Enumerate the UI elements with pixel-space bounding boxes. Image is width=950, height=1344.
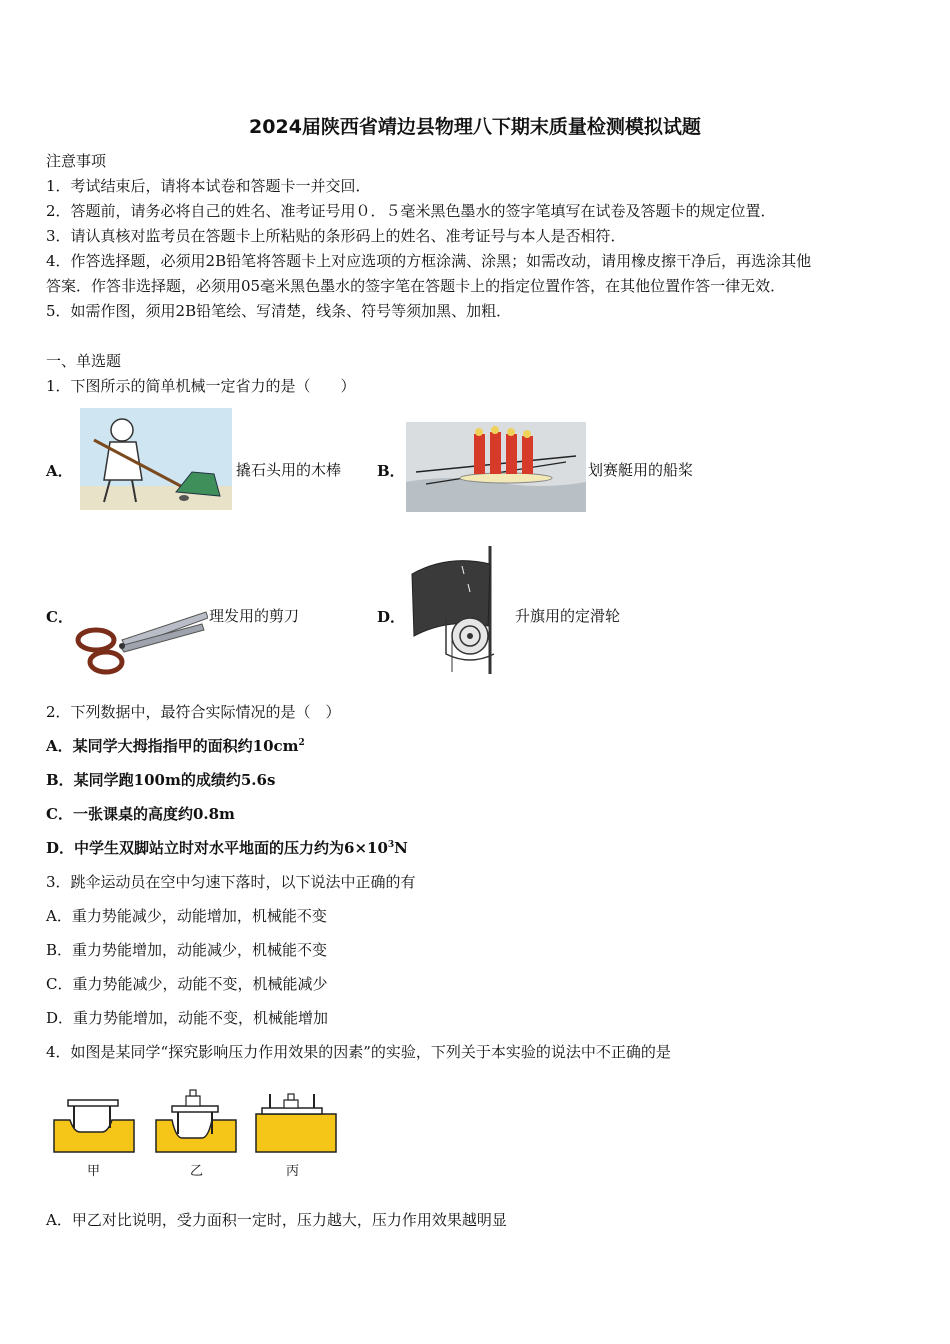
question-2-stem: 2．下列数据中，最符合实际情况的是（ ）: [46, 703, 341, 721]
setup-jia: [54, 1100, 134, 1152]
question-1-stem: 1．下图所示的简单机械一定省力的是（ ）: [46, 377, 356, 395]
q1-option-a-text: 撬石头用的木棒: [236, 461, 342, 479]
q1-option-c-letter: C．: [46, 608, 73, 626]
q1-option-a-letter: A．: [46, 462, 73, 480]
notice-item: 5．如需作图，须用2B铅笔绘、写清楚，线条、符号等须加黑、加粗．: [46, 302, 512, 320]
lever-crowbar-image: [80, 408, 232, 510]
notice-heading: 注意事项: [46, 152, 107, 170]
q3-option-c: C．重力势能减少，动能不变，机械能减少: [46, 975, 328, 993]
setup-yi: [156, 1090, 236, 1152]
q1-option-b-text: 划赛艇用的船桨: [588, 461, 694, 479]
section-heading: 一、单选题: [46, 352, 122, 370]
setup-bing: [256, 1094, 336, 1152]
notice-item: 1．考试结束后，请将本试卷和答题卡一并交回．: [46, 177, 371, 195]
notice-item: 3．请认真核对监考员在答题卡上所粘贴的条形码上的姓名、准考证号与本人是否相符．: [46, 227, 626, 245]
q1-option-b-letter: B．: [377, 462, 405, 480]
notice-item: 2．答题前，请务必将自己的姓名、准考证号用０．５毫米黑色墨水的签字笔填写在试卷及答题卡的规定位置．: [46, 202, 776, 220]
q1-option-d-text: 升旗用的定滑轮: [515, 607, 621, 625]
figure-label-bing: 丙: [286, 1164, 300, 1179]
q2-option-d: D．中学生双脚站立时对水平地面的压力约为$6\times 10^3N$: [46, 839, 408, 857]
notice-item: 答案．作答非选择题，必须用05毫米黑色墨水的签字笔在答题卡上的指定位置作答，在其他位置作答一律无效．: [46, 277, 786, 295]
rowing-oar-image: [406, 422, 586, 512]
notice-item: 4．作答选择题，必须用2B铅笔将答题卡上对应选项的方框涂满、涂黑；如需改动，请用橡皮擦干净后，再选涂其他: [46, 252, 812, 270]
fixed-pulley-flag-image: [408, 544, 500, 674]
q1-option-c-text: 理发用的剪刀: [209, 607, 300, 625]
question-4-stem: 4．如图是某同学“探究影响压力作用效果的因素”的实验，下列关于本实验的说法中不正确的是: [46, 1043, 671, 1061]
q2-option-c: C．一张课桌的高度约0.8m: [46, 805, 235, 823]
q2-option-a: A．某同学大拇指指甲的面积约$10cm^2$: [46, 737, 305, 755]
q3-option-b: B．重力势能增加，动能减少，机械能不变: [46, 941, 328, 959]
q1-option-d-letter: D．: [377, 608, 406, 626]
q2-option-b: B．某同学跑100m的成绩约5.6s: [46, 771, 276, 789]
figure-label-jia: 甲: [87, 1164, 101, 1179]
figure-label-yi: 乙: [190, 1164, 204, 1179]
scissors-image: [74, 606, 208, 676]
q3-option-a: A．重力势能减少，动能增加，机械能不变: [46, 907, 327, 925]
q4-option-a: A．甲乙对比说明，受力面积一定时，压力越大，压力作用效果越明显: [46, 1211, 507, 1229]
page-title: 2024届陕西省靖边县物理八下期末质量检测模拟试题: [249, 116, 701, 138]
q3-option-d: D．重力势能增加，动能不变，机械能增加: [46, 1009, 329, 1027]
question-3-stem: 3．跳伞运动员在空中匀速下落时，以下说法中正确的有: [46, 873, 416, 891]
